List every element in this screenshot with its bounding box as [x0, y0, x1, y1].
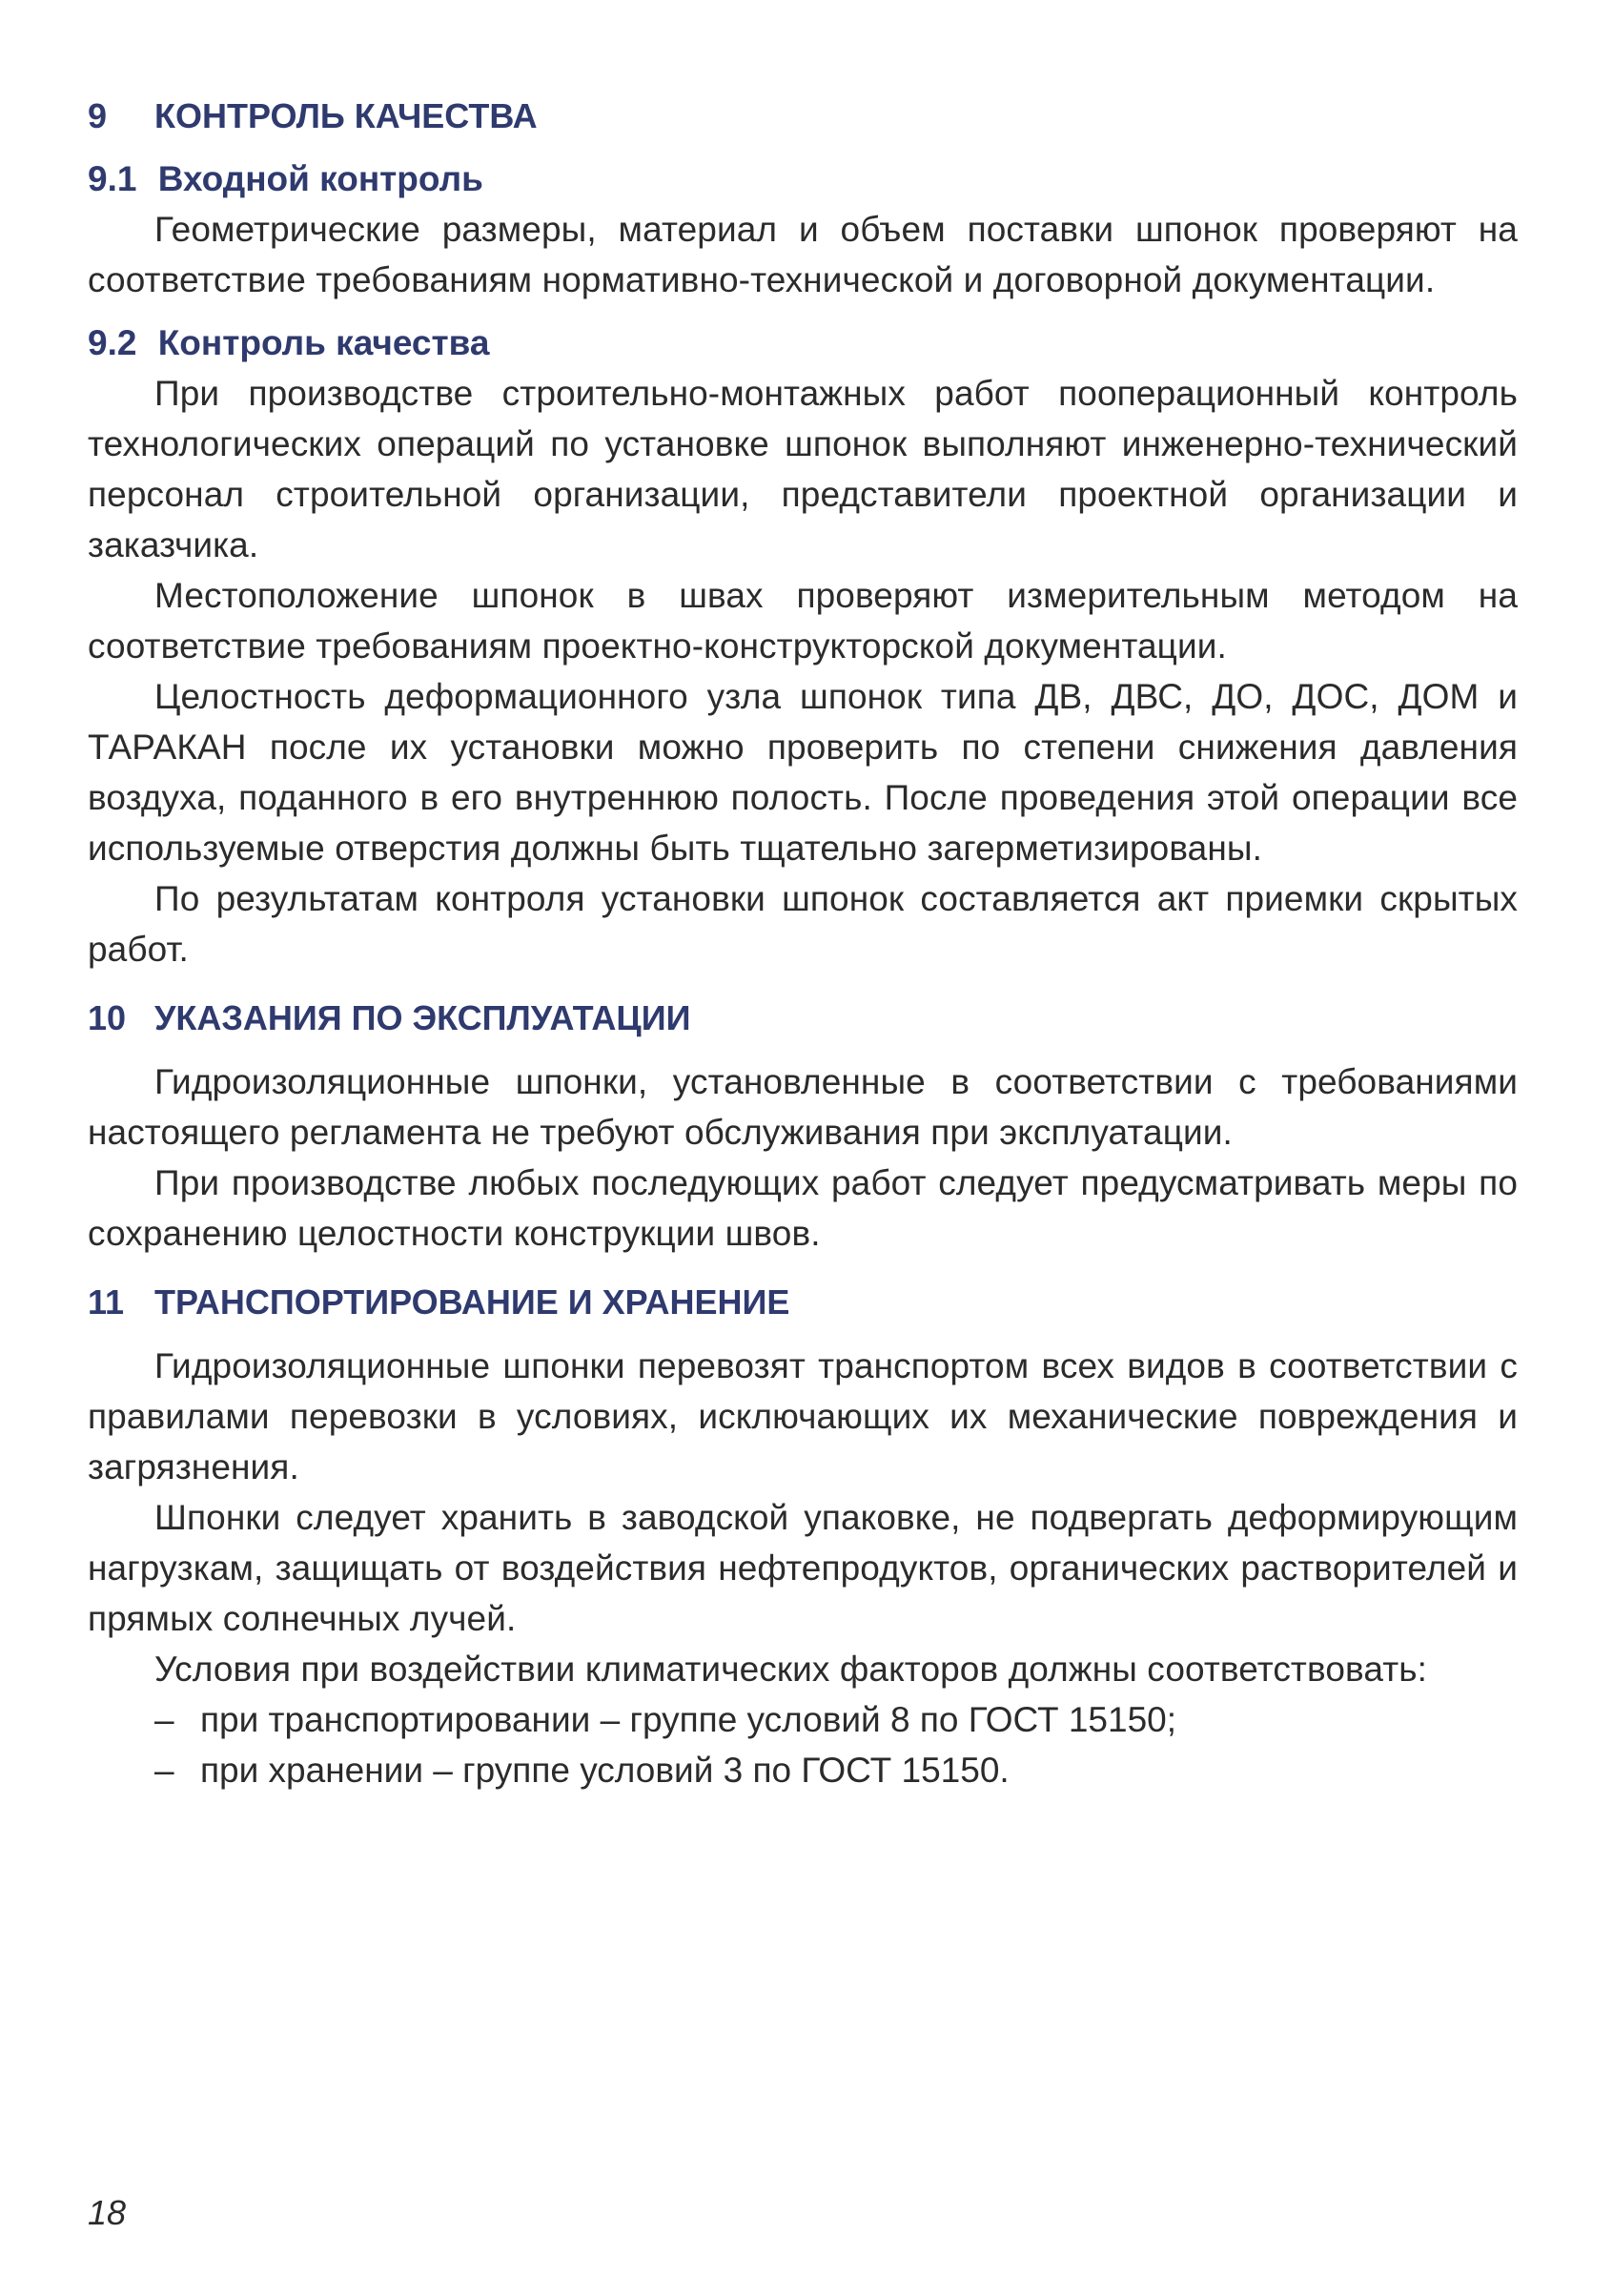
section-title: УКАЗАНИЯ ПО ЭКСПЛУАТАЦИИ: [154, 998, 691, 1037]
list-item: [88, 1745, 1518, 1795]
paragraph: Гидроизоляционные шпонки перевозят транспортом всех видов в соответствии с правилами перевозки в условиях, исключающих их механические повреждения и загрязнения.: [88, 1346, 1518, 1486]
paragraph: При производстве строительно-монтажных работ пооперационный контроль технологических операций по установке шпонок выполняют инженерно-технический персонал строительной организации, представители проектной организации и заказчика.: [88, 374, 1518, 564]
subsection-number: 9.2: [88, 323, 137, 362]
section-9-heading: [88, 92, 1518, 141]
paragraph: Геометрические размеры, материал и объем поставки шпонок проверяют на соответствие требованиям нормативно-технической и договорной документации.: [88, 210, 1518, 299]
list-item-text: при хранении – группе условий 3 по ГОСТ 15150.: [200, 1751, 1010, 1790]
subsection-number: 9.1: [88, 159, 137, 198]
section-number: 11: [88, 1282, 125, 1322]
section-10-heading: [88, 994, 1518, 1043]
page-number: 18: [88, 2193, 127, 2232]
paragraph: Местоположение шпонок в швах проверяют измерительным методом на соответствие требованиям проектно-конструкторской документации.: [88, 576, 1518, 666]
paragraph: Целостность деформационного узла шпонок типа ДВ, ДВС, ДО, ДОС, ДОМ и ТАРАКАН после их установки можно проверить по степени снижения давления воздуха, поданного в его внутреннюю полость. После проведения этой операции все используемые отверстия должны быть тщательно загерметизированы.: [88, 677, 1518, 868]
list-item-text: при транспортировании – группе условий 8 по ГОСТ 15150;: [200, 1700, 1177, 1739]
subsection-9-2-heading: [88, 318, 1518, 368]
list-item: [88, 1694, 1518, 1745]
list-bullet: –: [154, 1700, 174, 1739]
paragraph: По результатам контроля установки шпонок составляется акт приемки скрытых работ.: [88, 879, 1518, 969]
subsection-9-1-heading: [88, 154, 1518, 204]
list-bullet: –: [154, 1751, 174, 1790]
paragraph: Гидроизоляционные шпонки, установленные в соответствии с требованиями настоящего регламента не требуют обслуживания при эксплуатации.: [88, 1062, 1518, 1152]
section-title: КОНТРОЛЬ КАЧЕСТВА: [154, 96, 538, 135]
section-11-heading: [88, 1278, 1518, 1327]
paragraph: Шпонки следует хранить в заводской упаковке, не подвергать деформирующим нагрузкам, защищать от воздействия нефтепродуктов, органических растворителей и прямых солнечных лучей.: [88, 1498, 1518, 1638]
subsection-title: Входной контроль: [157, 159, 483, 198]
section-title: ТРАНСПОРТИРОВАНИЕ И ХРАНЕНИЕ: [154, 1282, 790, 1322]
section-number: 9: [88, 96, 108, 135]
conditions-list: [88, 1694, 1518, 1795]
subsection-title: Контроль качества: [157, 323, 490, 362]
document-page: [88, 92, 1518, 1795]
paragraph: При производстве любых последующих работ следует предусматривать меры по сохранению целостности конструкции швов.: [88, 1163, 1518, 1253]
section-number: 10: [88, 998, 127, 1037]
paragraph: Условия при воздействии климатических факторов должны соответствовать:: [154, 1650, 1428, 1689]
